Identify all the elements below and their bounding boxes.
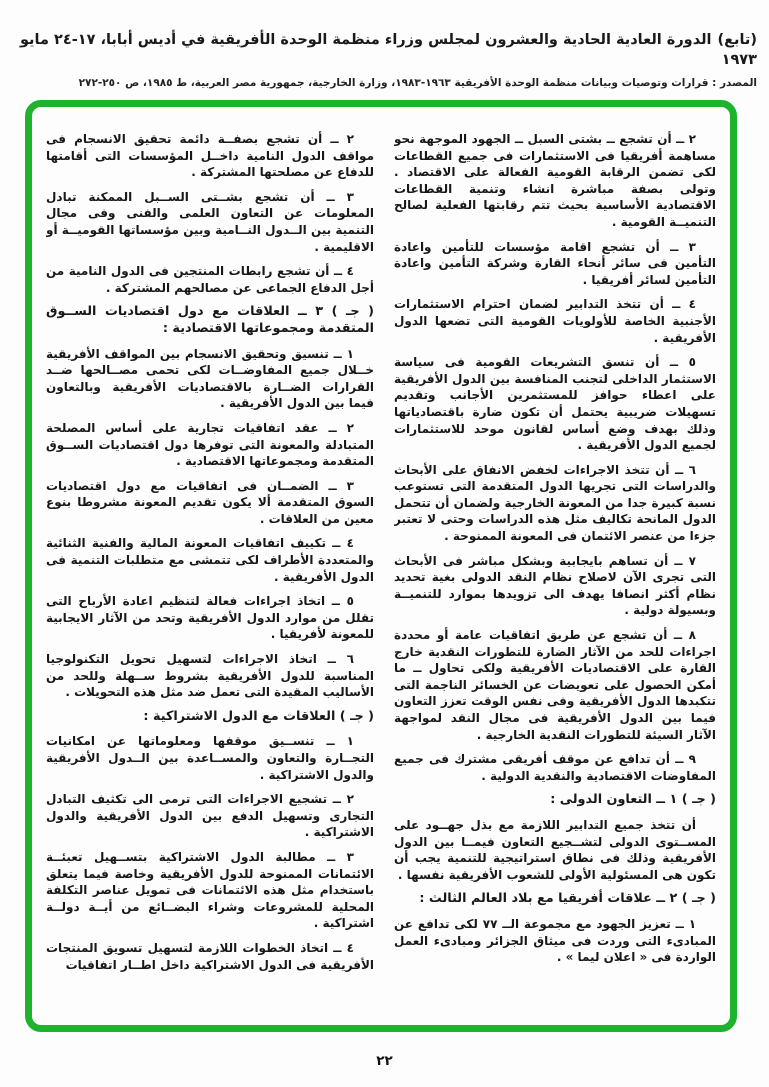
body-paragraph: ٤ ــ تكييف اتفاقيات المعونة المالية والفنية الثنائية والمتعددة الأطراف لكى تتمشى مع متطلبات التنمية فى الدول الأفريقية . [46, 536, 374, 584]
body-paragraph: ٤ ــ اتخاذ الخطوات اللازمة لتسهيل تسويق المنتجات الأفريقية فى الدول الاشتراكية داخل اطــار اتفاقيات [46, 940, 374, 972]
body-paragraph: ٣ ــ أن تشجع اقامة مؤسسات للتأمين واعادة التأمين فى سائر أنحاء القارة وشركة التأمين واعادة التأمين لسائر أفريقيا . [394, 239, 716, 287]
body-paragraph: ٣ ــ أن تشجع بشــتى الســبل الممكنة تبادل المعلومات عن التعاون العلمى والفنى وفى مجال التنمية بين الــدول النــامية وبين مؤسساتها القوميــة أو الاقليمية . [46, 189, 374, 254]
body-paragraph: ٦ ــ اتخاذ الاجراءات لتسهيل تحويل التكنولوجيا المناسبة للدول الأفريقية بشروط ســهلة وللحد من الأساليب المقيدة التى تعمل ضد مثل هذه التحويلات . [46, 652, 374, 700]
session-title-text: الدورة العادية الحادية والعشرون لمجلس وزراء منظمة الوحدة الأفريقية في أديس أبابا، ١٧-٢٤ مايو ١٩٧٣ [19, 32, 757, 68]
body-paragraph: ٤ ــ أن تتخذ التدابير لضمان احترام الاستثمارات الأجنبية الخاصة للأولويات القومية التى تضعها الدول الأفريقية . [394, 297, 716, 345]
body-paragraph: ٤ ــ أن تشجع رابطات المنتجين فى الدول النامية من أجل الدفاع الجماعى عن مصالحهم المشتركة . [46, 264, 374, 295]
section-heading: ( جـ ) ٣ ــ العلاقات مع دول اقتصاديات الســوق المتقدمة ومجموعاتها الاقتصادية : [46, 304, 374, 336]
body-paragraph: ١ ــ تنســيق موقفها ومعلوماتها عن امكانيات التجــارة والتعاون والمســاعدة بين الــدول الأفريقية والدول الاشتراكية . [46, 734, 374, 782]
continuation-tag: (تابع) [717, 32, 757, 48]
section-heading: ( جـ ) ١ ــ التعاون الدولى : [550, 792, 716, 808]
body-paragraph: ٢ ــ عقد اتفاقيات تجارية على أساس المصلحة المتبادلة والمعونة التى توفرها دول اقتصاديات الســوق المتقدمة ومجموعاتها الاقتصادية . [46, 420, 374, 469]
section-heading: ( جـ ) العلاقات مع الدول الاشتراكية : [143, 708, 374, 724]
column-right [394, 131, 716, 1015]
two-column-layout [32, 107, 730, 1025]
source-citation: المصدر : قرارات وتوصيات وبيانات منظمة الوحدة الأفريقية ١٩٦٣-١٩٨٣، وزارة الخارجية، جمهورية مصر العربية، ط ١٩٨٥، ص ٢٥٠-٢٧٢ [78, 77, 757, 89]
body-paragraph: أن تتخذ جميع التدابير اللازمة مع بذل جهــود على المســتوى الدولى لتشــجيع التعاون فيمــا بين الدول الأفريقية وذلك فى نطاق استراتيجية للتنمية يجب أن تكون هى المسئولية الأولى للشعوب الأفريقية نفسها . [394, 817, 716, 882]
body-paragraph: ٩ ــ أن تدافع عن موقف أفريقى مشترك فى جميع المفاوضات الاقتصادية والنقدية الدولية . [394, 752, 716, 783]
column-left [46, 131, 374, 1015]
body-paragraph: ١ ــ تنسيق وتحقيق الانسجام بين المواقف الأفريقية خــلال جميع المفاوضــات لكى تحمى مصــالحها ضــد القرارات الضــارة بالاقتصاديات الأفريقية وبالتعاون فيما بين الدول الأفريقية . [46, 346, 374, 411]
page-number: ٢٢ [376, 1053, 393, 1069]
body-paragraph: ٣ ــ مطالبة الدول الاشتراكية بتســهيل تعبئــة الائتمانات الممنوحة للدول الأفريقية وخاصة فيما يتعلق باستخدام مثل هذه الائتمانات فى تمويل عناصر التكلفة المحلية للمشروعات وشراء البضــائع من أيــة دولــة اشتراكية . [46, 849, 374, 931]
body-paragraph: ٥ ــ اتخاذ اجراءات فعالة لتنظيم اعادة الأرباح التى تقلل من موارد الدول الأفريقية وتحد من الآثار الايجابية للمعونة لأفريقيا . [46, 594, 374, 642]
body-paragraph: ١ ــ تعزيز الجهود مع مجموعة الــ ٧٧ لكى تدافع عن المبادىء التى وردت فى ميثاق الجزائر ومبادىء العمل الواردة فى « اعلان ليما » . [394, 916, 716, 965]
body-paragraph: ٣ ــ الضمــان فى اتفاقيات مع دول اقتصاديات السوق المتقدمة ألا يكون تقديم المعونة مشروطا بنوع معين من العلاقات . [46, 478, 374, 526]
document-header [12, 30, 757, 89]
body-paragraph: ٨ ــ أن تشجع عن طريق اتفاقيات عامة أو محددة اجراءات للحد من الآثار الضارة للتطورات النقدية خارج القارة على الاقتصاديات الأفريقية ولكى تحاول ــ ما أمكن الحصول على تعويضات عن الخسائر الناجمة التى تتكبدها الدول الأفريقية وفى نفس الوقت تعزز التعاون فيما بين الدول الأفريقية فى مجال النقد لمواجهة الآثار السيئة للتطورات النقدية الخارجية . [394, 628, 716, 742]
body-paragraph: ٥ ــ أن تنسق التشريعات القومية فى سياسة الاستثمار الداخلى لتجنب المنافسة بين الدول الأفريقية على اعطاء حوافز للمستثمرين الأجانب وتقديم تسهيلات ضريبية يحتمل أن تكون ضارة باقتصادياتها وذلك بهدف وضع أساس لقانون موحد للاستثمارات لجميع الدول الأفريقية . [394, 355, 716, 453]
section-heading: ( جـ ) ٢ ــ علاقات أفريقيا مع بلاد العالم الثالث : [419, 891, 716, 907]
body-paragraph: ٦ ــ أن تتخذ الاجراءات لخفض الانفاق على الأبحاث والدراسات التى تجريها الدول المتقدمة التى تستوعب نسبة كبيرة جدا من المعونة الخارجية ولضمان أن تتحمل الدول المانحة تكاليف مثل هذه الدراسات وحتى لا تعتبر جزءا من عنصر الائتمان فى المعونة الممنوحة . [394, 462, 716, 544]
body-paragraph: ٢ ــ أن تشجع بصفــة دائمة تحقيق الانسجام فى مواقف الدول النامية داخــل المؤسسات التى أقامتها للدفاع عن مصلحتها المشتركة . [46, 132, 374, 180]
body-paragraph: ٢ ــ تشجيع الاجراءات التى ترمى الى تكثيف التبادل التجارى وتسهيل الدفع بين الدول الأفريقية والدول الاشتراكية . [46, 792, 374, 840]
green-border-box [25, 100, 737, 1032]
page-title [12, 30, 757, 70]
body-paragraph: ٢ ــ أن تشجع ــ بشتى السبل ــ الجهود الموجهة نحو مساهمة أفريقيا فى الاستثمارات فى جميع القطاعات لكى تضمن الرقابة القومية الفعالة على الاقتصاد . وتولى بصفة مباشرة انشاء وتنمية القطاعات الاقتصادية الأساسية بحيث تتم رقابتها الفعلية لصالح التنميــة القومية . [394, 132, 716, 229]
body-paragraph: ٧ ــ أن تساهم بايجابية وبشكل مباشر فى الأبحاث التى تجرى الآن لاصلاح نظام النقد الدولى بغية تحديد نظام أكثر انصافا يهدف الى تزويدها بموارد للتنميــة وبسيولة دولية . [394, 553, 716, 618]
